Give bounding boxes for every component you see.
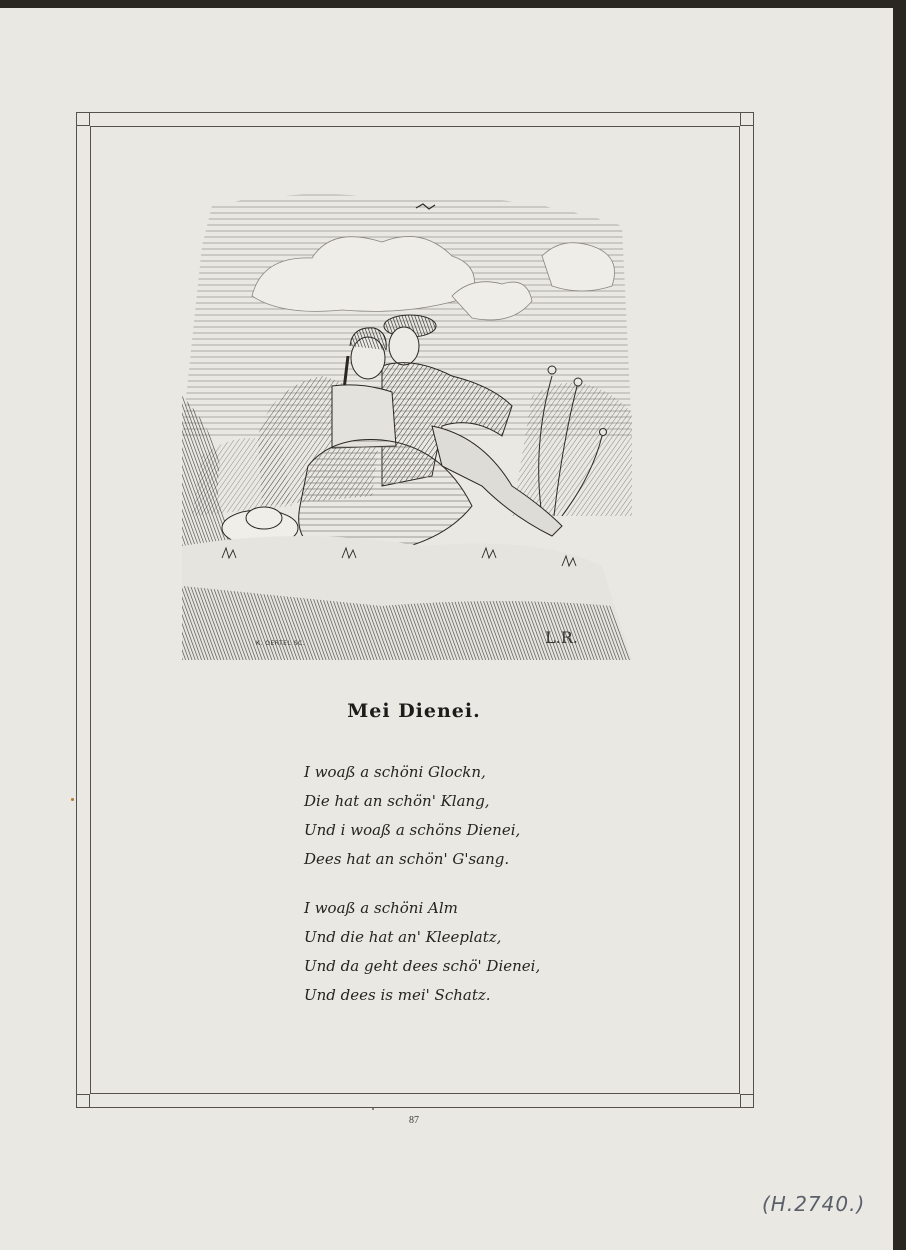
- frame-corner-ornament: [76, 112, 90, 126]
- engraver-credit: K. OERTEL SC.: [256, 640, 306, 647]
- pencil-catalog-note: (H.2740.): [762, 1192, 866, 1216]
- poem-line: Und dees is mei' Schatz.: [304, 986, 491, 1004]
- poem-line: I woaß a schöni Glockn,: [304, 763, 486, 781]
- poem-line: Und die hat an' Kleeplatz,: [304, 928, 502, 946]
- poem-line: Die hat an schön' Klang,: [304, 792, 490, 810]
- page-number: 87: [409, 1115, 419, 1126]
- poem-line: I woaß a schöni Alm: [304, 899, 458, 917]
- poem-line: Dees hat an schön' G'sang.: [304, 850, 510, 868]
- frame-corner-ornament: [740, 1094, 754, 1108]
- frame-corner-ornament: [740, 112, 754, 126]
- poem-stanza-2: [304, 894, 540, 1010]
- engraving-illustration: [182, 186, 632, 660]
- paper-speck: [71, 798, 74, 801]
- paper-speck: [372, 1108, 374, 1110]
- poem-line: Und da geht dees schö' Dienei,: [304, 957, 541, 975]
- artist-monogram: L.R.: [545, 628, 578, 647]
- poem-line: Und i woaß a schöns Dienei,: [304, 821, 521, 839]
- poem-stanza-1: [304, 758, 520, 874]
- poem-title: Mei Dienei.: [347, 700, 481, 722]
- frame-corner-ornament: [76, 1094, 90, 1108]
